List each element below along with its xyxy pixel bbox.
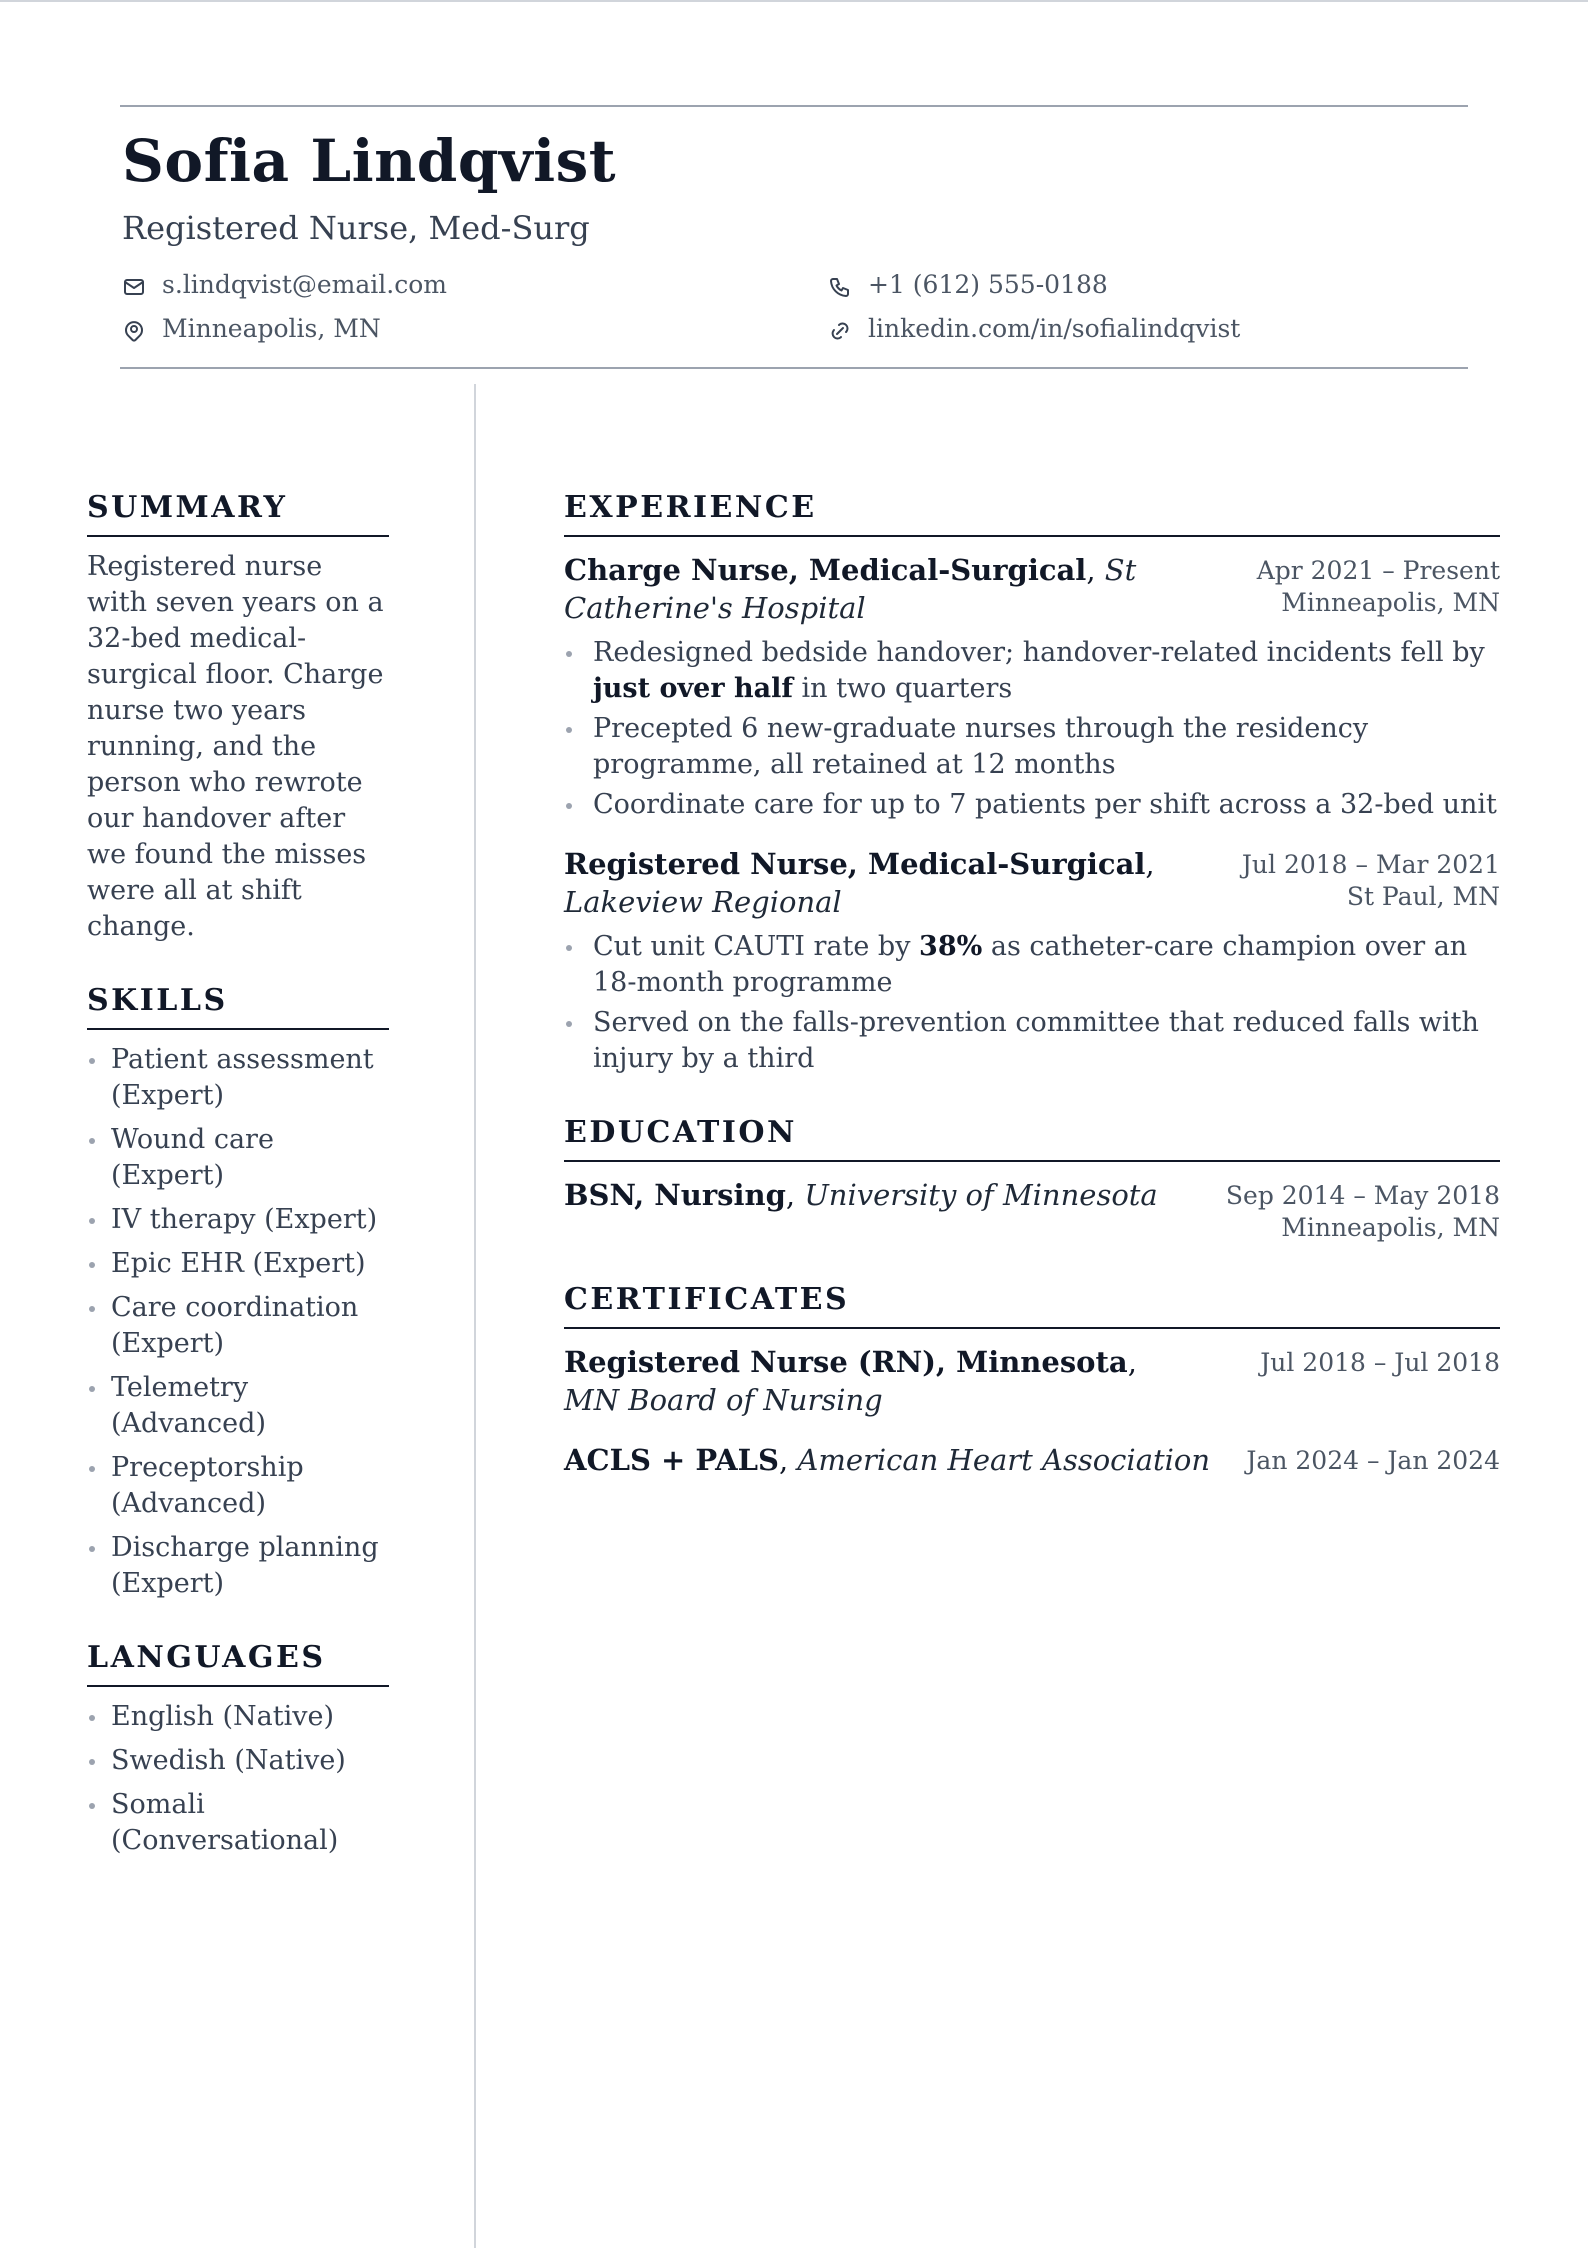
entry-bullets (564, 635, 1500, 823)
entry-meta (1242, 845, 1500, 913)
header-top-rule (120, 105, 1468, 107)
skill-item: Care coordination (Expert) (87, 1290, 389, 1362)
entry-org: American Heart Association (797, 1443, 1211, 1477)
education-heading: EDUCATION (564, 1113, 1500, 1162)
contact-location-text: Minneapolis, MN (162, 314, 381, 343)
entry-role: BSN, Nursing (564, 1178, 786, 1212)
summary-heading: SUMMARY (87, 488, 389, 537)
skill-item: Epic EHR (Expert) (87, 1246, 389, 1282)
entry-title: Registered Nurse (RN), Minnesota, MN Board of Nursing (564, 1345, 1137, 1417)
entry-bullet: Precepted 6 new-graduate nurses through the residency programme, all retained at 12 months (564, 711, 1500, 783)
column-divider (474, 384, 476, 2248)
education-entry (564, 1176, 1500, 1244)
entry-bullet: Served on the falls-prevention committee that reduced falls with injury by a third (564, 1005, 1500, 1077)
entry-dates: Apr 2021 – Present (1256, 556, 1500, 585)
certificate-entry (564, 1343, 1500, 1419)
entry-title: Charge Nurse, Medical-Surgical, St Catherine's Hospital (564, 553, 1137, 625)
languages-list (87, 1699, 389, 1859)
entry-bullet: Coordinate care for up to 7 patients per shift across a 32-bed unit (564, 787, 1500, 823)
mail-icon (122, 273, 146, 297)
language-item: Somali (Conversational) (87, 1787, 389, 1859)
skill-item: IV therapy (Expert) (87, 1202, 389, 1238)
entry-bullet: Cut unit CAUTI rate by 38% as catheter-care champion over an 18-month programme (564, 929, 1500, 1001)
entry-role: Registered Nurse (RN), Minnesota (564, 1345, 1128, 1379)
skill-item: Wound care (Expert) (87, 1122, 389, 1194)
skill-item: Telemetry (Advanced) (87, 1370, 389, 1442)
entry-bullets (564, 929, 1500, 1077)
entry-dates: Jul 2018 – Jul 2018 (1260, 1348, 1500, 1377)
phone-icon (828, 273, 852, 297)
entry-dates: Sep 2014 – May 2018 (1225, 1181, 1500, 1210)
experience-entry (564, 551, 1500, 823)
experience-section (564, 488, 1500, 1077)
entry-dates: Jul 2018 – Mar 2021 (1241, 850, 1500, 879)
skill-item: Discharge planning (Expert) (87, 1530, 389, 1602)
entry-role: ACLS + PALS (564, 1443, 779, 1477)
contact-phone[interactable] (828, 267, 1468, 303)
experience-heading: EXPERIENCE (564, 488, 1500, 537)
right-column (564, 488, 1500, 1479)
entry-title: ACLS + PALS, American Heart Association (564, 1443, 1211, 1477)
link-icon (828, 317, 852, 341)
languages-heading: LANGUAGES (87, 1638, 389, 1687)
contact-info (122, 267, 1468, 347)
page-top-border (0, 0, 1588, 2)
entry-meta (1246, 1441, 1500, 1477)
header-bottom-rule (120, 367, 1468, 369)
entry-location: St Paul, MN (1346, 882, 1500, 911)
left-column (87, 488, 389, 1867)
languages-section (87, 1638, 389, 1859)
education-section (564, 1113, 1500, 1244)
skills-list (87, 1042, 389, 1602)
contact-phone-text: +1 (612) 555-0188 (868, 270, 1108, 299)
resume-header (120, 105, 1468, 369)
candidate-name: Sofia Lindqvist (122, 127, 617, 195)
contact-email[interactable] (122, 267, 828, 303)
summary-text: Registered nurse with seven years on a 32-bed medical-surgical floor. Charge nurse two years running, and the person who rewrote our handover after we found the misses were all at shift change. (87, 551, 384, 942)
entry-title: BSN, Nursing, University of Minnesota (564, 1178, 1158, 1212)
skill-item: Patient assessment (Expert) (87, 1042, 389, 1114)
summary-section (87, 488, 389, 945)
entry-org: University of Minnesota (804, 1178, 1158, 1212)
entry-meta (1226, 1176, 1500, 1244)
contact-linkedin-text: linkedin.com/in/sofialindqvist (868, 314, 1241, 343)
skill-item: Preceptorship (Advanced) (87, 1450, 389, 1522)
entry-bullet: Redesigned bedside handover; handover-related incidents fell by just over half in two quarters (564, 635, 1500, 707)
entry-org: Lakeview Regional (564, 885, 842, 919)
entry-role: Charge Nurse, Medical-Surgical (564, 553, 1087, 587)
entry-role: Registered Nurse, Medical-Surgical (564, 847, 1146, 881)
entry-dates: Jan 2024 – Jan 2024 (1246, 1446, 1500, 1475)
contact-email-text: s.lindqvist@email.com (162, 270, 447, 299)
entry-meta (1260, 1343, 1500, 1379)
contact-linkedin[interactable] (828, 311, 1468, 347)
entry-location: Minneapolis, MN (1281, 588, 1500, 617)
certificates-section (564, 1280, 1500, 1479)
entry-meta (1257, 551, 1500, 619)
location-pin-icon (122, 317, 146, 341)
entry-org: St Catherine's Hospital (564, 553, 1137, 625)
language-item: English (Native) (87, 1699, 389, 1735)
contact-location (122, 311, 828, 347)
entry-title: Registered Nurse, Medical-Surgical, Lakeview Regional (564, 847, 1155, 919)
skills-heading: SKILLS (87, 981, 389, 1030)
skills-section (87, 981, 389, 1602)
certificates-heading: CERTIFICATES (564, 1280, 1500, 1329)
entry-location: Minneapolis, MN (1281, 1213, 1500, 1242)
candidate-title: Registered Nurse, Med-Surg (122, 209, 590, 247)
certificate-entry (564, 1441, 1500, 1479)
language-item: Swedish (Native) (87, 1743, 389, 1779)
entry-org: MN Board of Nursing (564, 1383, 883, 1417)
experience-entry (564, 845, 1500, 1077)
